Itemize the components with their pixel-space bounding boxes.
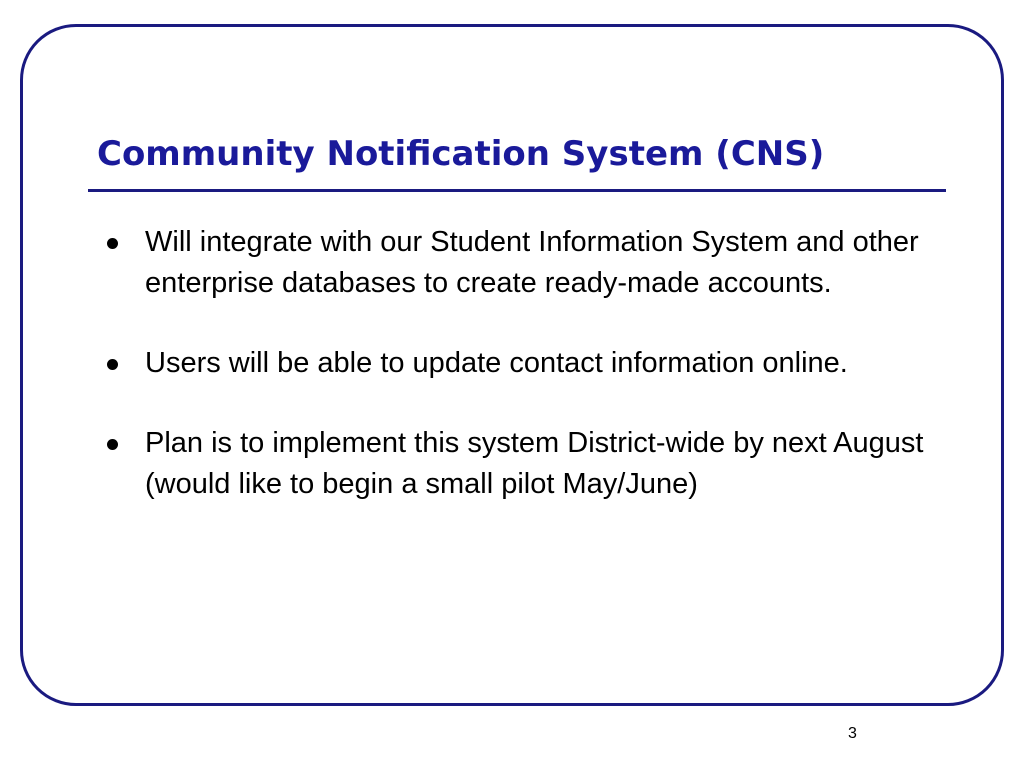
bullet-item-update-contact: [104, 343, 964, 384]
bullet-text: Will integrate with our Student Information System and other enterprise databases to create ready-made accounts.: [145, 226, 919, 299]
bullet-item-integration: [104, 222, 964, 304]
bullet-item-rollout-plan: [104, 423, 964, 505]
bullet-dot-icon: [107, 439, 118, 450]
bullet-text: Users will be able to update contact information online.: [145, 347, 848, 379]
title-divider: [88, 189, 946, 192]
bullet-text: Plan is to implement this system District-wide by next August (would like to begin a small pilot May/June): [145, 427, 924, 500]
slide-number: 3: [848, 725, 857, 742]
bullet-list: [104, 222, 964, 544]
bullet-dot-icon: [107, 238, 118, 249]
slide-title: Community Notification System (CNS): [97, 134, 825, 174]
bullet-dot-icon: [107, 359, 118, 370]
